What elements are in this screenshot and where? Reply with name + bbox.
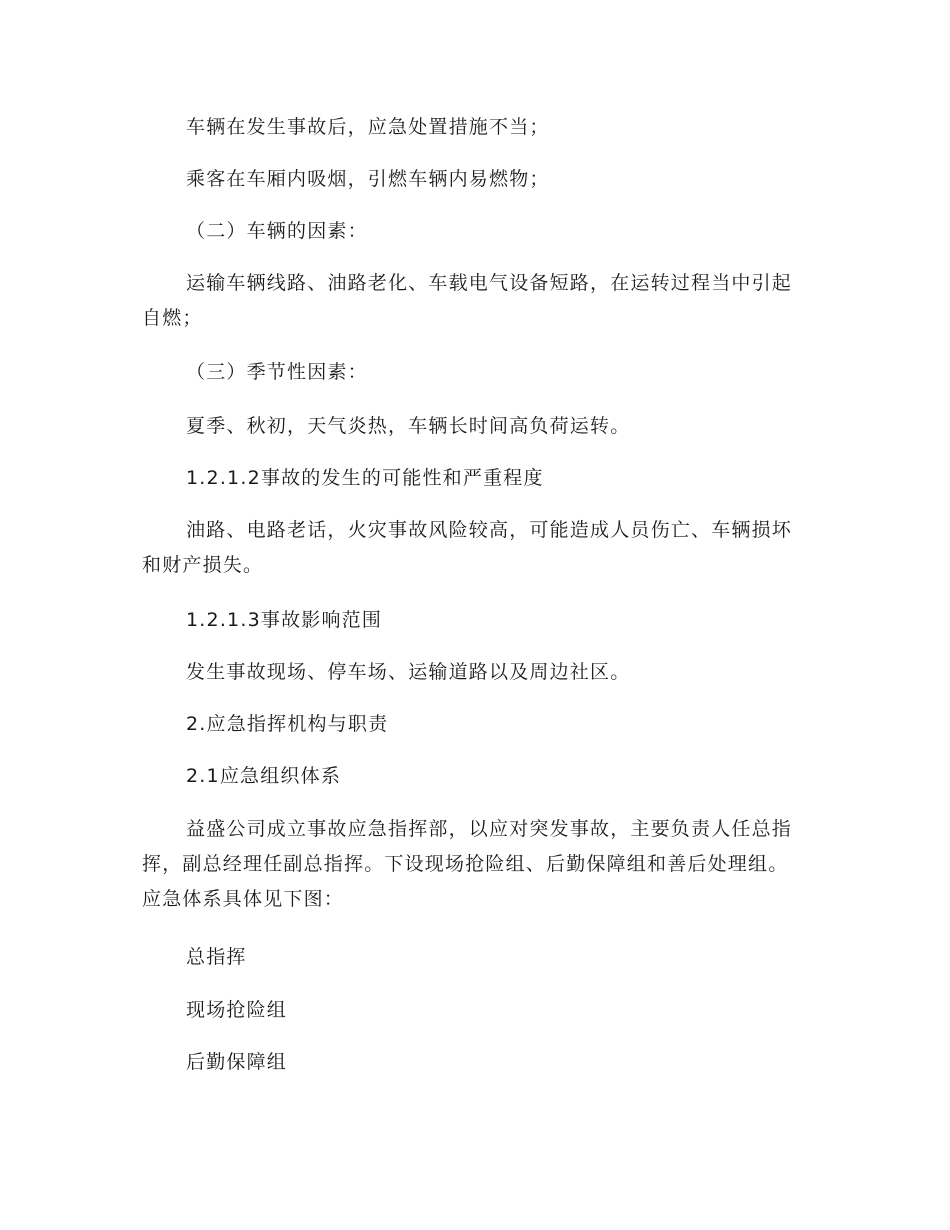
paragraph: 发生事故现场、停车场、运输道路以及周边社区。 <box>186 661 631 683</box>
section-heading: 1.2.1.3事故影响范围 <box>186 609 383 631</box>
paragraph: 车辆在发生事故后，应急处置措施不当； <box>186 116 550 138</box>
paragraph: 益盛公司成立事故应急指挥部，以应对突发事故，主要负责人任总指挥，副总经理任副总指挥。下设现场抢险组、后勤保障组和善后处理组。应急体系具体见下图： <box>142 818 793 910</box>
section-heading: 2.应急指挥机构与职责 <box>186 713 389 735</box>
org-chart-item: 总指挥 <box>186 946 247 968</box>
paragraph: 夏季、秋初，天气炎热，车辆长时间高负荷运转。 <box>186 415 631 437</box>
section-heading: （三）季节性因素： <box>186 361 368 383</box>
org-chart-item: 后勤保障组 <box>186 1051 288 1073</box>
section-heading: 2.1应急组织体系 <box>186 765 342 787</box>
paragraph: 乘客在车厢内吸烟，引燃车辆内易燃物； <box>186 168 550 190</box>
section-heading: 1.2.1.2事故的发生的可能性和严重程度 <box>186 467 544 489</box>
org-chart-item: 现场抢险组 <box>186 999 288 1021</box>
section-heading: （二）车辆的因素： <box>186 220 368 242</box>
paragraph: 运输车辆线路、油路老化、车载电气设备短路，在运转过程当中引起自燃； <box>142 272 793 329</box>
paragraph: 油路、电路老话，火灾事故风险较高，可能造成人员伤亡、车辆损坏和财产损失。 <box>142 519 793 576</box>
